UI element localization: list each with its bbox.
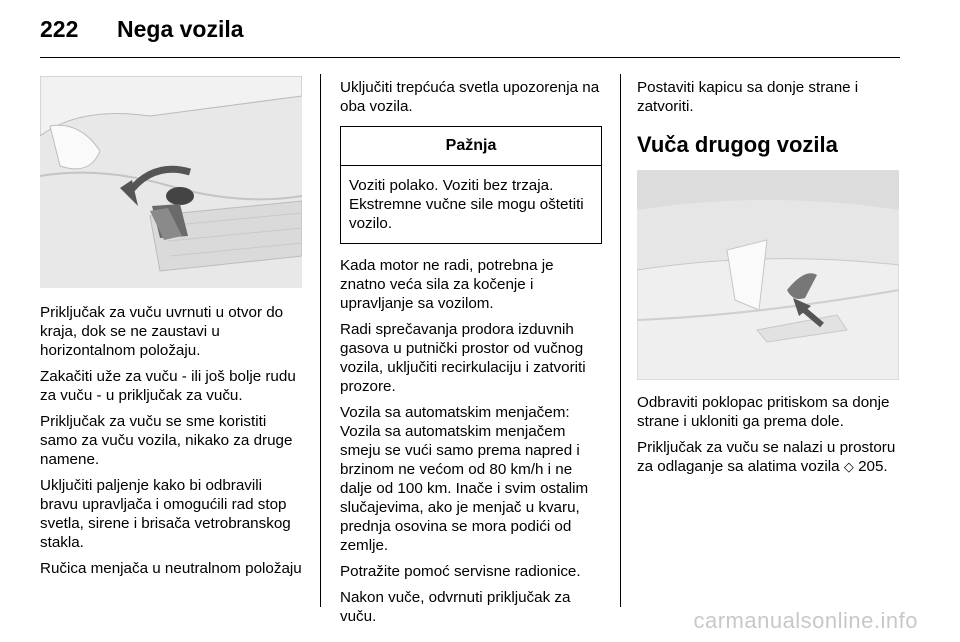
paragraph: Potražite pomoć servisne radionice.	[340, 563, 581, 580]
page-number: 222	[40, 16, 79, 42]
caution-text: Voziti polako. Voziti bez trzaja. Ekstremne vučne sile mogu oštetiti vozilo.	[349, 177, 584, 232]
page-reference[interactable]: 205.	[858, 458, 888, 475]
paragraph: Priključak za vuču se sme koristiti samo za vuču vozila, nikako za druge namene.	[40, 413, 293, 468]
paragraph: Kada motor ne radi, potrebna je znatno veća sila za kočenje i upravljanje sa vozilom.	[340, 257, 554, 312]
paragraph: Ručica menjača u neutralnom položaju	[40, 560, 302, 577]
paragraph: Odbraviti poklopac pritiskom sa donje strane i ukloniti ga prema dole.	[637, 394, 890, 430]
paragraph: Priključak za vuču uvrnuti u otvor do kraja, dok se ne zaustavi u horizontalnom položaju.	[40, 304, 284, 359]
paragraph: Uključiti trepćuća svetla upozorenja na oba vozila.	[340, 79, 600, 115]
paragraph	[637, 438, 905, 476]
column-2-text	[340, 78, 602, 633]
column-1-text	[40, 303, 304, 585]
section-heading: Vuča drugog vozila	[637, 132, 838, 157]
paragraph: Radi sprečavanja prodora izduvnih gasova u putnički prostor od vučnog vozila, uključiti recirkulaciju i zatvoriti prozore.	[340, 321, 586, 395]
paragraph-text: Priključak za vuču se nalazi u prostoru za odlaganje sa alatima vozila	[637, 439, 896, 475]
page-reference-icon: ◇	[843, 459, 854, 474]
column-3-text-top	[637, 78, 902, 158]
header-rule	[40, 57, 900, 58]
paragraph: Uključiti paljenje kako bi odbravili bravu upravljača i omogućili rad stop svetla, sirene i brisača vetrobranskog stakla.	[40, 477, 291, 551]
paragraph: Nakon vuče, odvrnuti priključak za vuču.	[340, 589, 571, 625]
paragraph: Zakačiti uže za vuču - ili još bolje rudu za vuču - u priključak za vuču.	[40, 368, 296, 404]
caution-title: Pažnja	[341, 127, 601, 166]
page-title: Nega vozila	[117, 16, 244, 42]
paragraph: Vozila sa automatskim menjačem: Vozila sa automatskim menjačem smeju se vući samo prema napred i brzinom ne većom od 80 km/h i ne dalje od 100 km. Inače i svim ostalim slučajevima, ako je menjač u kvaru, prednja osovina se mora podići od zemlje.	[340, 404, 589, 554]
paragraph: Postaviti kapicu sa donje strane i zatvoriti.	[637, 79, 859, 115]
figure-rear-bumper-cover	[637, 170, 899, 380]
column-3-text-bottom	[637, 393, 905, 483]
figure-front-bumper-tow-eye	[40, 76, 302, 288]
column-divider	[320, 74, 321, 607]
watermark: carmanualsonline.info	[693, 608, 918, 633]
column-divider	[620, 74, 621, 607]
caution-box	[340, 126, 602, 244]
